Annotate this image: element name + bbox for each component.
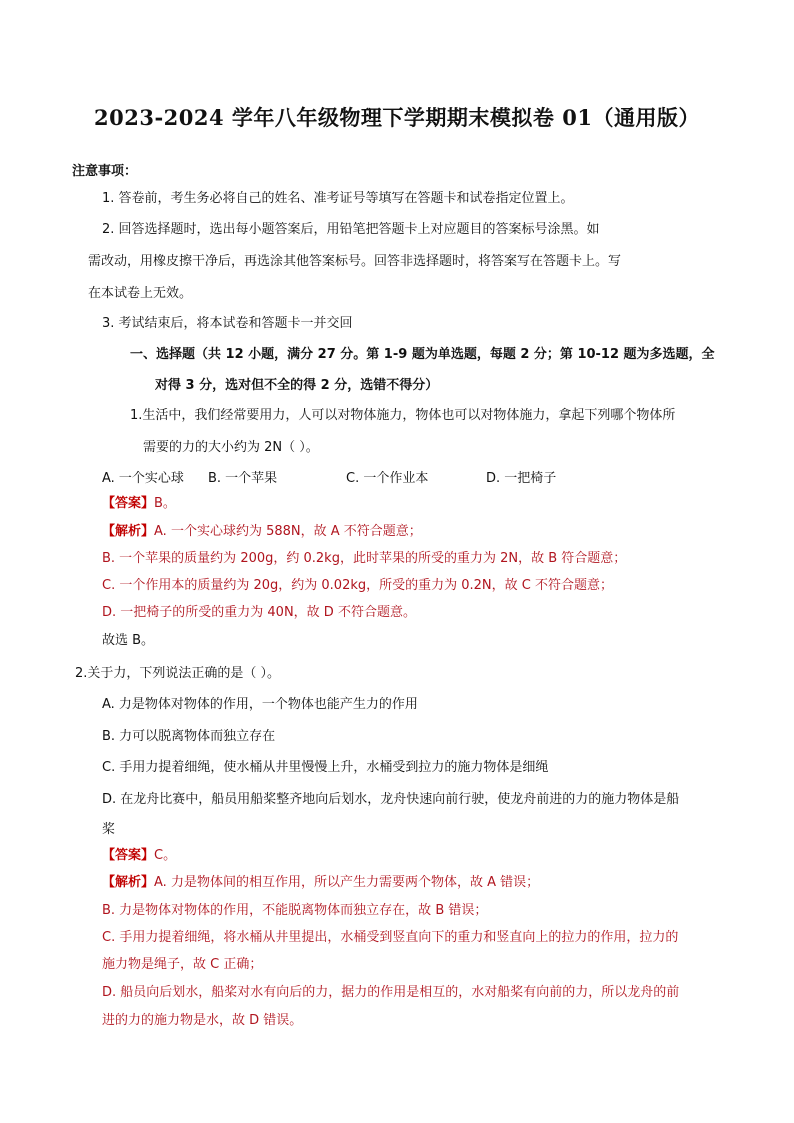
- section-heading-2: 对得 3 分，选对但不全的得 2 分，选错不得分）: [155, 378, 439, 393]
- q2-option-b: B. 力可以脱离物体而独立存在: [102, 729, 276, 744]
- q1-stem: 1.生活中，我们经常要用力，人可以对物体施力，物体也可以对物体施力，拿起下列哪个物体所: [130, 408, 676, 423]
- note-1: 1. 答卷前，考生务必将自己的姓名、准考证号等填写在答题卡和试卷指定位置上。: [102, 191, 574, 206]
- q2-option-d: D. 在龙舟比赛中，船员用船桨整齐地向后划水，龙舟快速向前行驶，使龙舟前进的力的施力物体是船: [102, 792, 680, 807]
- q2-analysis-c-cont: 施力物是绳子，故 C 正确；: [102, 957, 263, 972]
- answer-value: C。: [154, 848, 177, 863]
- analysis-tag: 【解析】: [102, 875, 155, 890]
- q2-analysis-d-cont: 进的力的施力物是水，故 D 错误。: [102, 1013, 303, 1028]
- q1-option-a: A. 一个实心球: [102, 471, 184, 486]
- notes-heading: 注意事项：: [72, 164, 138, 179]
- q2-analysis-c: C. 手用力提着细绳，将水桶从井里提出，水桶受到竖直向下的重力和竖直向上的拉力的作用，拉力的: [102, 930, 679, 945]
- answer-value: B。: [154, 496, 176, 511]
- analysis-text: A. 力是物体间的相互作用，所以产生力需要两个物体，故 A 错误；: [154, 875, 540, 890]
- q1-option-c: C. 一个作业本: [346, 471, 429, 486]
- q1-option-b: B. 一个苹果: [208, 471, 278, 486]
- q1-conclusion: 故选 B。: [102, 633, 155, 648]
- q2-option-a: A. 力是物体对物体的作用，一个物体也能产生力的作用: [102, 697, 418, 712]
- q2-analysis-b: B. 力是物体对物体的作用，不能脱离物体而独立存在，故 B 错误；: [102, 903, 488, 918]
- note-2-cont2: 在本试卷上无效。: [88, 286, 193, 301]
- section-heading-1: 一、选择题（共 12 小题，满分 27 分。第 1-9 题为单选题，每题 2 分；第 10-12 题为多选题，全: [130, 347, 715, 362]
- page-title: 2023-2024 学年八年级物理下学期期末模拟卷 01（通用版）: [94, 105, 700, 130]
- analysis-text: A. 一个实心球约为 588N，故 A 不符合题意；: [154, 524, 422, 539]
- answer-tag: 【答案】: [102, 848, 155, 863]
- q2-analysis-d: D. 船员向后划水，船桨对水有向后的力，据力的作用是相互的，水对船桨有向前的力，所以龙舟的前: [102, 985, 680, 1000]
- q1-analysis-d: D. 一把椅子的所受的重力为 40N，故 D 不符合题意。: [102, 605, 416, 620]
- note-2: 2. 回答选择题时，选出每小题答案后，用铅笔把答题卡上对应题目的答案标号涂黑。如: [102, 222, 600, 237]
- q2-option-c: C. 手用力提着细绳，使水桶从井里慢慢上升，水桶受到拉力的施力物体是细绳: [102, 760, 549, 775]
- q2-option-d-cont: 桨: [102, 822, 116, 837]
- q1-options: [102, 469, 556, 489]
- q1-analysis-a: [102, 522, 422, 542]
- note-3: 3. 考试结束后，将本试卷和答题卡一并交回: [102, 316, 353, 331]
- q2-analysis-a: [102, 873, 539, 893]
- q1-analysis-c: C. 一个作用本的质量约为 20g，约为 0.02kg，所受的重力为 0.2N，故 C 不符合题意；: [102, 578, 613, 593]
- analysis-tag: 【解析】: [102, 524, 155, 539]
- q2-answer: [102, 846, 176, 866]
- q1-answer: [102, 494, 176, 514]
- q1-analysis-b: B. 一个苹果的质量约为 200g，约 0.2kg，此时苹果的所受的重力为 2N，故 B 符合题意；: [102, 551, 627, 566]
- answer-tag: 【答案】: [102, 496, 155, 511]
- q1-stem-cont: 需要的力的大小约为 2N（ ）。: [143, 440, 319, 455]
- note-2-cont: 需改动，用橡皮擦干净后，再选涂其他答案标号。回答非选择题时，将答案写在答题卡上。写: [88, 254, 622, 269]
- q2-stem: 2.关于力，下列说法正确的是（ ）。: [75, 666, 281, 681]
- q1-option-d: D. 一把椅子: [486, 471, 557, 486]
